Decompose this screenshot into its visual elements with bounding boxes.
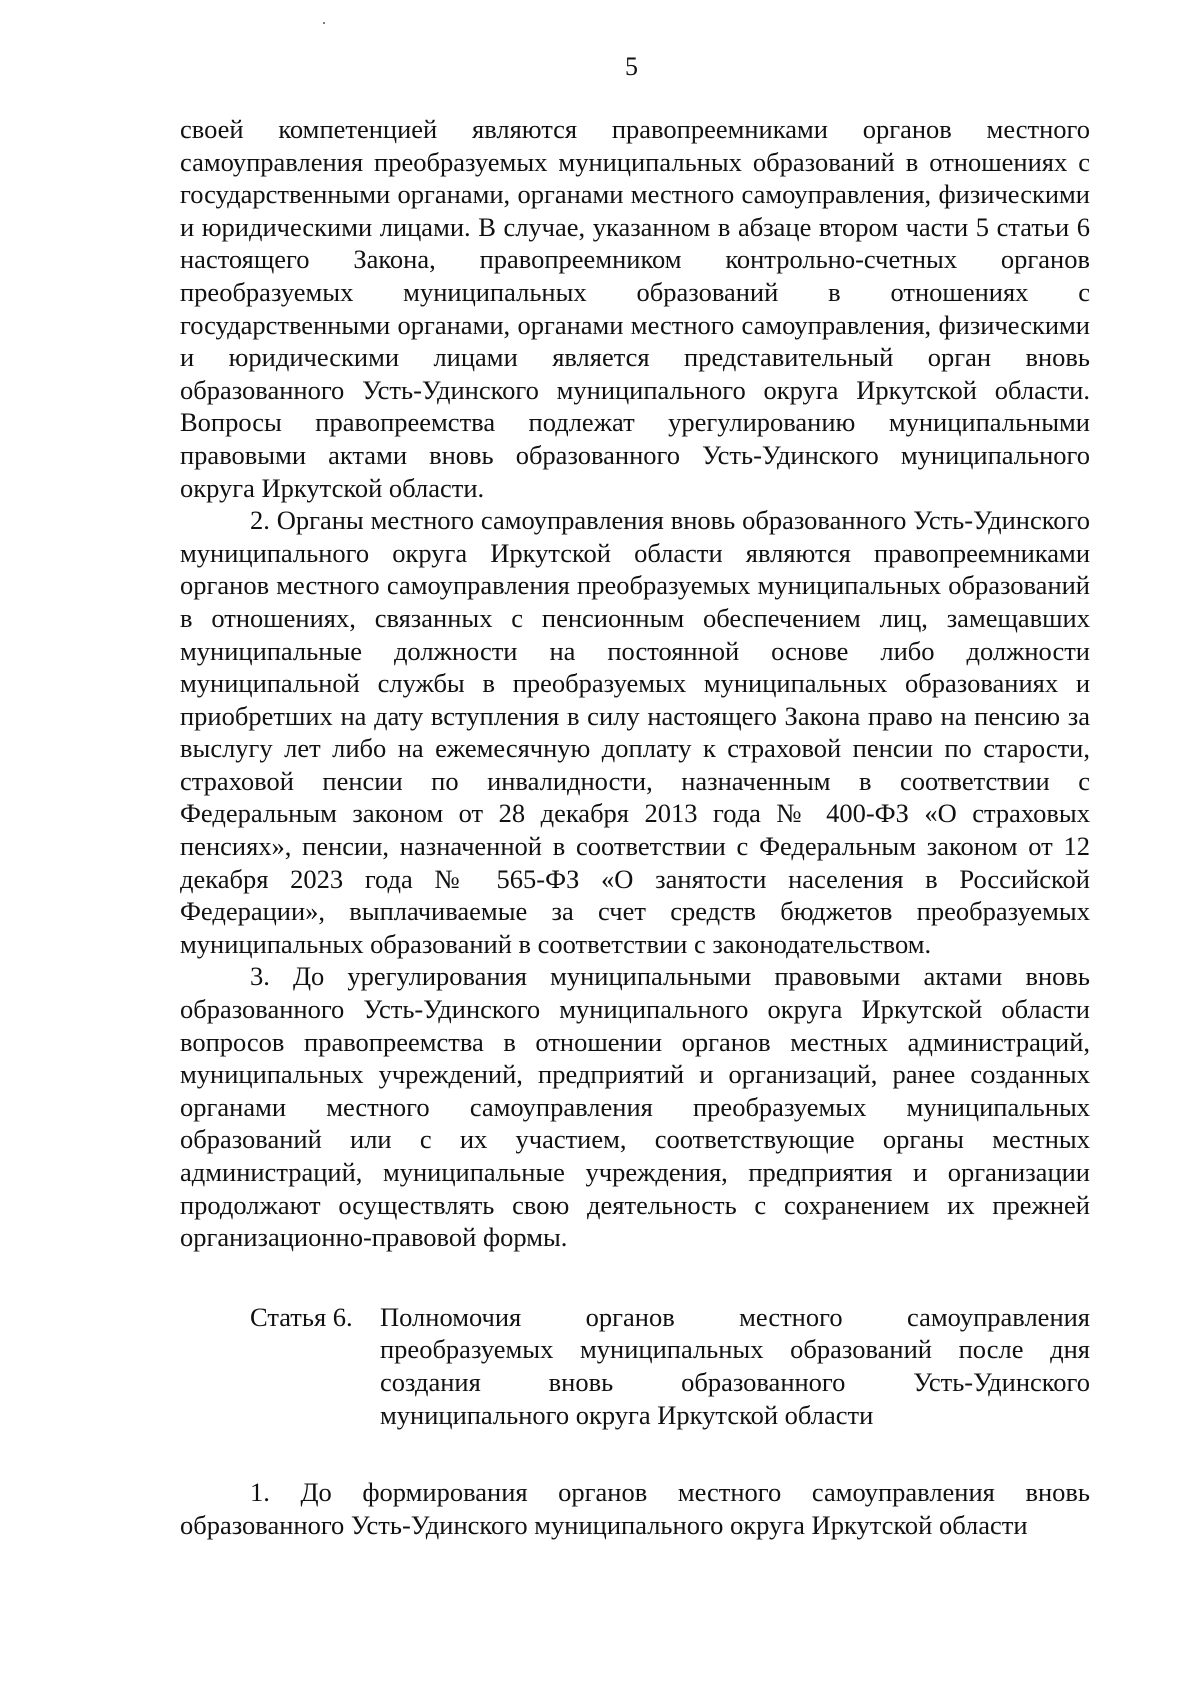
article-title: Полномочия органов местного самоуправления преобразуемых муниципальных образований после дня создания вновь образованного Усть-Удинского муниципального округа Иркутской области [380,1301,1090,1430]
article-heading [180,1301,1090,1431]
document-body [180,113,1090,1541]
article-label: Статья 6. [250,1301,353,1332]
scan-speck [323,22,325,24]
paragraph-2: 2. Органы местного самоуправления вновь образованного Усть-Удинского муниципального округа Иркутской области являются правопреемниками органов местного самоуправления преобразуемых муниципальных образований в отношениях, связанных с пенсионным обеспечением лиц, замещавших муниципальные должности на постоянной основе либо должности муниципальной службы в преобразуемых муниципальных образованиях и приобретших на дату вступления в силу настоящего Закона право на пенсию за выслугу лет либо на ежемесячную доплату к страховой пенсии по старости, страховой пенсии по инвалидности, назначенным в соответствии с Федеральным законом от 28 декабря 2013 года № 400-ФЗ «О страховых пенсиях», пенсии, назначенной в соответствии с Федеральным законом от 12 декабря 2023 года № 565-ФЗ «О занятости населения в Российской Федерации», выплачиваемые за счет средств бюджетов преобразуемых муниципальных образований в соответствии с законодательством. [180,505,1090,959]
paragraph-continuation: своей компетенцией являются правопреемниками органов местного самоуправления преобразуемых муниципальных образований в отношениях с государственными органами, органами местного самоуправления, физическими и юридическими лицами. В случае, указанном в абзаце втором части 5 статьи 6 настоящего Закона, правопреемником контрольно-счетных органов преобразуемых муниципальных образований в отношениях с государственными органами, органами местного самоуправления, физическими и юридическими лицами является представительный орган вновь образованного Усть-Удинского муниципального округа Иркутской области. Вопросы правопреемства подлежат урегулированию муниципальными правовыми актами вновь образованного Усть-Удинского муниципального округа Иркутской области. [180,114,1090,503]
article-paragraph-1: 1. До формирования органов местного самоуправления вновь образованного Усть-Удинского муниципального округа Иркутской области [180,1477,1090,1540]
page-number: 5 [625,52,638,81]
paragraph-3: 3. До урегулирования муниципальными правовыми актами вновь образованного Усть-Удинского муниципального округа Иркутской области вопросов правопреемства в отношении органов местных администраций, муниципальных учреждений, предприятий и организаций, ранее созданных органами местного самоуправления преобразуемых муниципальных образований или с их участием, соответствующие органы местных администраций, муниципальные учреждения, предприятия и организации продолжают осуществлять свою деятельность с сохранением их прежней организационно-правовой формы. [180,961,1090,1253]
